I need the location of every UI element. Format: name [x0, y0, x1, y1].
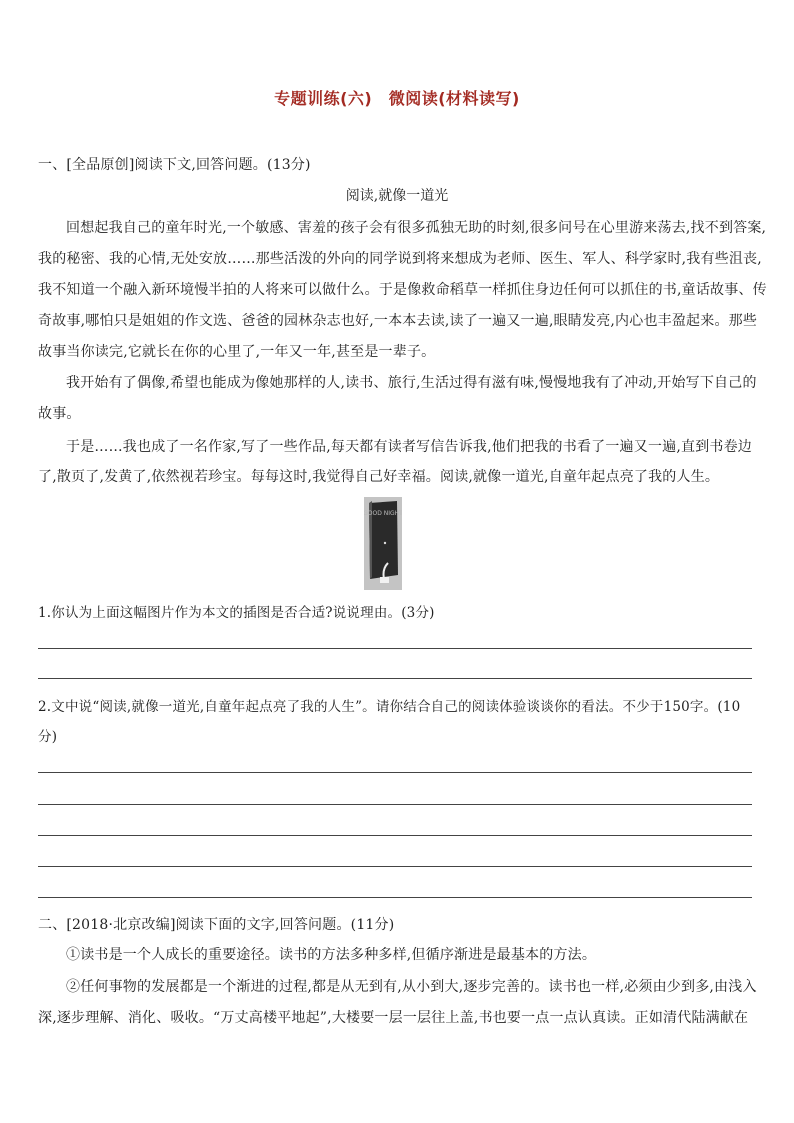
answer-line[interactable]	[38, 804, 752, 805]
question-2: 2.文中说“阅读,就像一道光,自童年起点亮了我的人生”。请你结合自己的阅读体验谈谈你的看法。不少于150字。(10	[38, 699, 741, 715]
answer-line[interactable]	[38, 866, 752, 867]
paragraph-line: 于是……我也成了一名作家,写了一些作品,每天都有读者写信告诉我,他们把我的书看了一遍又一遍,直到书卷边	[66, 439, 752, 455]
answer-line[interactable]	[38, 678, 752, 679]
answer-line[interactable]	[38, 648, 752, 649]
answer-line[interactable]	[38, 835, 752, 836]
section2-heading: 二、[2018·北京改编]阅读下面的文字,回答问题。(11分)	[38, 917, 395, 933]
paragraph-line: 深,逐步理解、消化、吸收。“万丈高楼平地起”,大楼要一层一层往上盖,书也要一点一点认真读。正如清代陆满献在	[38, 1010, 749, 1026]
paragraph-line: ②任何事物的发展都是一个渐进的过程,都是从无到有,从小到大,逐步完善的。读书也一样,必须由少到多,由浅入	[66, 979, 757, 995]
question-1: 1.你认为上面这幅图片作为本文的插图是否合适?说说理由。(3分)	[38, 605, 435, 621]
section1-heading: 一、[全品原创]阅读下文,回答问题。(13分)	[38, 157, 311, 173]
paragraph-line: 奇故事,哪怕只是姐姐的作文选、爸爸的园林杂志也好,一本本去读,读了一遍又一遍,眼睛发亮,内心也丰盈起来。那些	[38, 313, 758, 329]
paragraph-line: 我开始有了偶像,希望也能成为像她那样的人,读书、旅行,生活过得有滋有味,慢慢地我有了冲动,开始写下自己的	[66, 375, 757, 391]
paragraph-line: ①读书是一个人成长的重要途径。读书的方法多种多样,但循序渐进是最基本的方法。	[66, 947, 597, 963]
answer-line[interactable]	[38, 772, 752, 773]
paragraph-line: 故事。	[38, 406, 81, 422]
answer-line[interactable]	[38, 897, 752, 898]
book-cover-text: GOOD NIGHT	[364, 510, 402, 517]
book-illustration	[364, 497, 402, 590]
article-title: 阅读,就像一道光	[345, 188, 449, 204]
book-lamp-icon	[364, 497, 402, 590]
paragraph-line: 了,散页了,发黄了,依然视若珍宝。每每这时,我觉得自己好幸福。阅读,就像一道光,自童年起点亮了我的人生。	[38, 469, 720, 485]
paragraph-line: 我的秘密、我的心情,无处安放……那些活泼的外向的同学说到将来想成为老师、医生、军人、科学家时,我有些沮丧,	[38, 251, 762, 267]
paragraph-line: 故事当你读完,它就长在你的心里了,一年又一年,甚至是一辈子。	[38, 344, 436, 360]
question-2-cont: 分)	[38, 729, 58, 745]
page-title: 专题训练(六) 微阅读(材料读写)	[274, 89, 520, 108]
paragraph-line: 我不知道一个融入新环境慢半拍的人将来可以做什么。于是像救命稻草一样抓住身边任何可以抓住的书,童话故事、传	[38, 282, 767, 298]
paragraph-line: 回想起我自己的童年时光,一个敏感、害羞的孩子会有很多孤独无助的时刻,很多问号在心里游来荡去,找不到答案,	[66, 220, 767, 236]
